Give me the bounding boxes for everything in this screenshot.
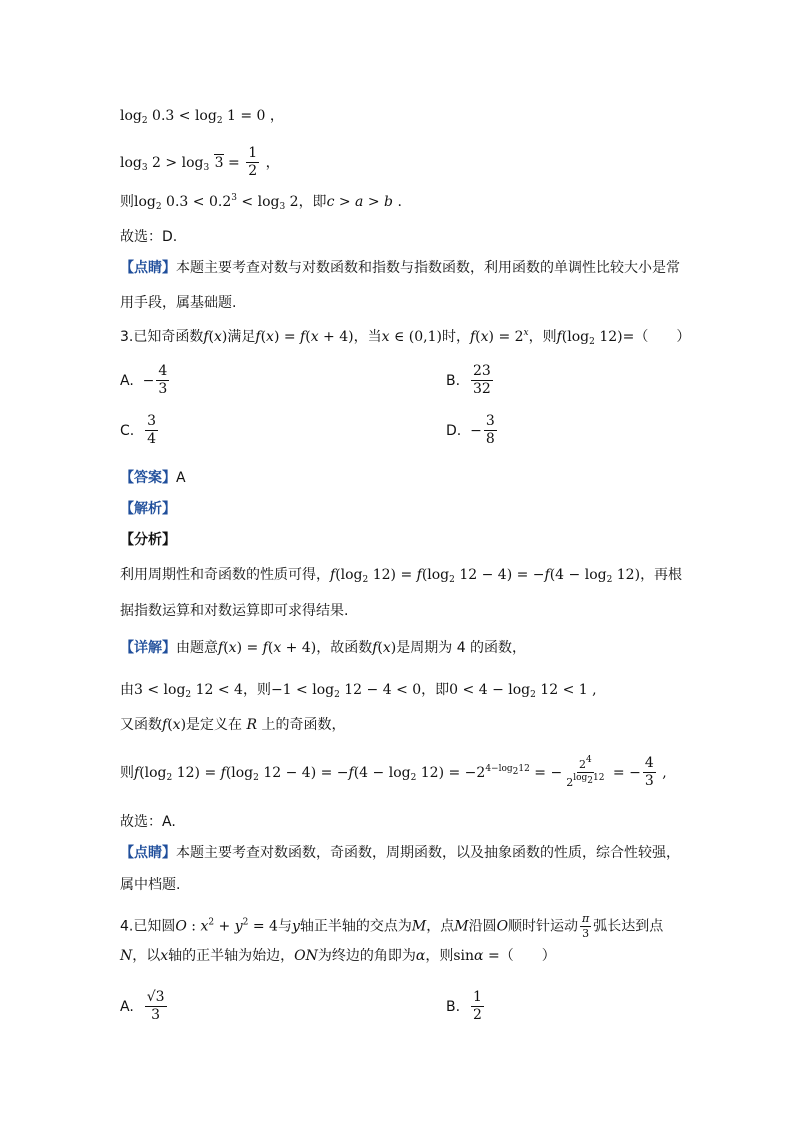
- question-4-line-2: N，以x轴的正半轴为始边，ON为终边的角即为α，则sinα =（ ）: [120, 948, 556, 964]
- fraction-one-half: $\frac{1}{2}$: [248, 145, 258, 180]
- comment2-line-1: 【点睛】本题主要考查对数函数，奇函数，周期函数，以及抽象函数的性质，综合性较强，: [120, 845, 680, 861]
- comment2-line-2: 属中档题.: [120, 877, 181, 893]
- option-3b: B. $\frac{23}{32}$: [446, 363, 491, 398]
- option-4a: A. $\frac{√3}{3}$: [120, 989, 165, 1024]
- question-3: 3.已知奇函数f(x)满足f(x) = f(x + 4)，当x ∈ (0,1)时，$f(x) = 2^x$，则$f(\log_2$ 12)=（ ）: [120, 328, 691, 347]
- comment-line-1: 【点睛】本题主要考查对数与对数函数和指数与指数函数，利用函数的单调性比较大小是常: [120, 260, 680, 276]
- detail-line-2: 由$3 < \log_2 12 < 4$，则$-1 < \log_2 12 - 4 < 0$，即$0 < 4 - \log_2 12 < 1$ ,: [120, 682, 597, 700]
- analysis-sub-label: 【分析】: [120, 532, 176, 548]
- detail-line-4: 则$f(\log_2$ $12) = f(\log_2$ $12 - 4) = -f(4 - \log_2 12) = -2^{4-log_212}$ = − $\frac{2^4}{2^{log_212}}$ = − $\frac{4}{3}$ ,: [120, 755, 667, 790]
- analysis-line-2: 据指数运算和对数运算即可求得结果.: [120, 603, 349, 619]
- formula-line-1: $\log_2 0.3 < \log_2 1 = 0$ ，: [120, 108, 284, 126]
- option-3a: A. − $\frac{4}{3}$: [120, 363, 168, 398]
- formula-line-2: $\log_3 2 > \log_3 3$ = $\frac{1}{2}$ ，: [120, 145, 280, 180]
- detail-line-3: 又函数f(x)是定义在 R 上的奇函数，: [120, 717, 346, 733]
- answer-choice-line: 故选：D.: [120, 229, 178, 245]
- question-4-line-1: 4.已知圆O : $x^2 + y^2 = 4$与y轴正半轴的交点为M，点M沿圆O顺时针运动 $\frac{\pi}{3}$ 弧长达到点: [120, 912, 664, 941]
- option-3d: D. − $\frac{3}{8}$: [446, 413, 495, 448]
- analysis-label: 【解析】: [120, 501, 176, 517]
- conclusion-line: 则$\log_2 0.3 < 0.2^3 < \log_3 2$，即c > a > b .: [120, 193, 402, 212]
- comment-line-2: 用手段，属基础题.: [120, 295, 237, 311]
- answer-line: 【答案】A: [120, 470, 186, 486]
- option-3c: C. $\frac{3}{4}$: [120, 413, 157, 448]
- detail-line-1: 【详解】由题意f(x) = f(x + 4)，故函数f(x)是周期为 4 的函数，: [120, 640, 527, 656]
- analysis-line-1: 利用周期性和奇函数的性质可得，$f(\log_2$ $12) = f(\log_2$ $12 - 4) = -f(4 - \log_2 12)$，再根: [120, 567, 683, 585]
- option-4b: B. $\frac{1}{2}$: [446, 989, 482, 1024]
- answer-choice-line-2: 故选：A.: [120, 814, 176, 830]
